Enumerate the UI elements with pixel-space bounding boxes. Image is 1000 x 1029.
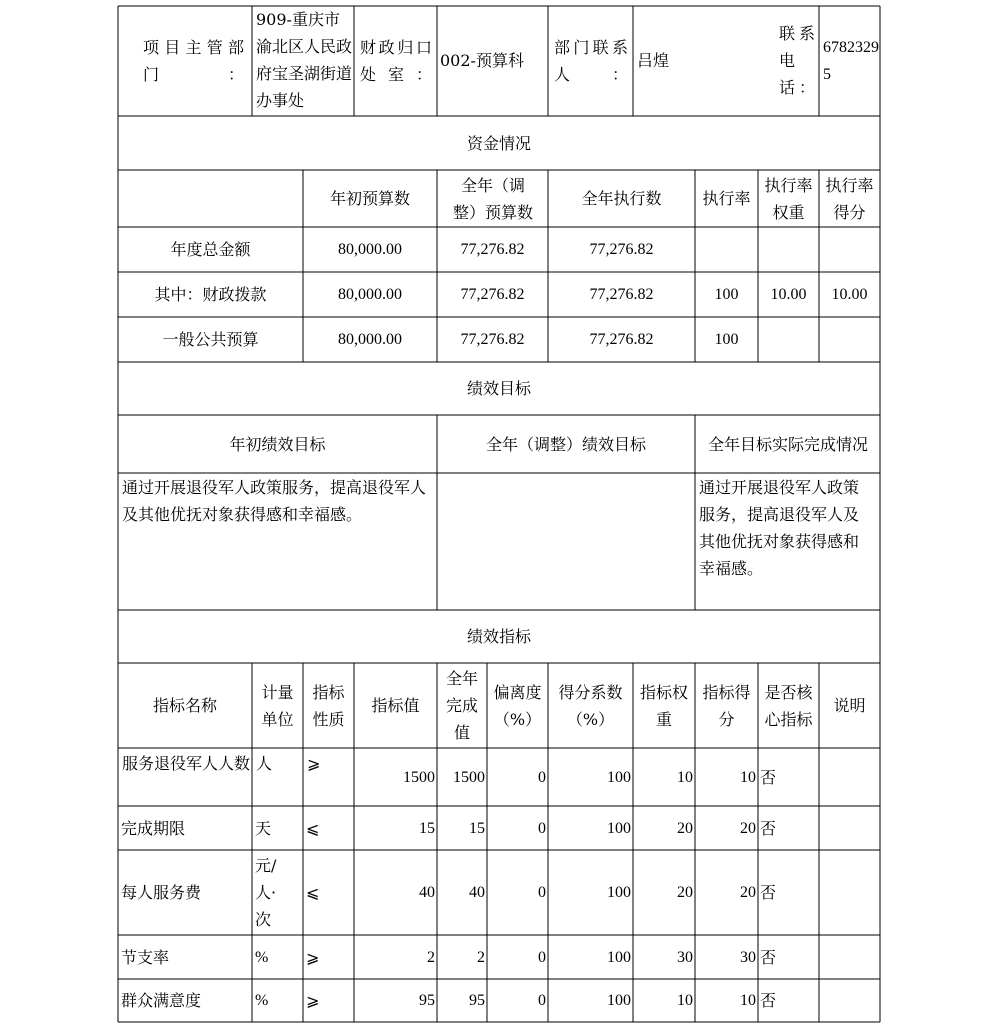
ind-row-name: 每人服务费 (121, 883, 202, 902)
funds-col-weight: 执行率权重 (764, 175, 813, 222)
funds-row-initial: 80,000.00 (338, 286, 402, 303)
funds-row-adjusted: 77,276.82 (460, 331, 525, 348)
contact-label: 部门联系人： (554, 38, 628, 84)
office-label: 财政归口处室： (360, 38, 432, 84)
contact-value: 吕煌 (637, 51, 670, 70)
ind-row-actual: 15 (469, 819, 485, 837)
funds-row-weight (758, 317, 819, 362)
ind-row-nature: ⩾ (306, 991, 320, 1010)
funds-row-rate: 100 (714, 331, 739, 348)
funds-row-executed: 77,276.82 (589, 331, 654, 348)
ind-row-score: 20 (740, 884, 756, 901)
funds-row-score: 10.00 (831, 286, 868, 303)
ind-row-weight: 30 (677, 948, 693, 966)
goals-col-initial: 年初绩效目标 (229, 434, 326, 454)
ind-row-note (819, 850, 880, 935)
ind-row-weight: 10 (677, 992, 693, 1009)
ind-row-deviation: 0 (538, 948, 546, 966)
ind-row-name: 节支率 (121, 947, 170, 967)
goals-actual-text: 通过开展退役军人政策服务，提高退役军人及其他优抚对象获得感和幸福感。 (699, 478, 860, 578)
ind-col-deviation: 偏离度（%） (493, 682, 542, 729)
ind-row-name: 完成期限 (121, 818, 186, 838)
funds-section-title: 资金情况 (466, 133, 531, 153)
ind-row-actual: 95 (469, 992, 485, 1009)
ind-col-unit: 计量单位 (261, 682, 294, 729)
ind-col-core: 是否核心指标 (764, 682, 813, 729)
ind-row-score: 20 (740, 819, 756, 837)
goals-col-adjusted: 全年（调整）绩效目标 (485, 434, 646, 454)
ind-row-nature: ⩾ (307, 754, 321, 773)
ind-row-coef: 100 (607, 992, 631, 1009)
ind-row-weight: 20 (677, 884, 693, 901)
funds-row-rate (695, 227, 758, 272)
funds-row-score (819, 227, 880, 272)
funds-row-rate: 100 (714, 286, 739, 303)
dept-value: 909-重庆市渝北区人民政府宝圣湖街道办事处 (256, 10, 353, 110)
ind-row-coef: 100 (607, 884, 631, 901)
ind-row-target: 40 (419, 884, 435, 901)
ind-row-target: 2 (427, 948, 435, 966)
indicators-section-title: 绩效指标 (466, 627, 531, 646)
funds-row-weight: 10.00 (770, 286, 807, 303)
ind-row-nature: ⩽ (306, 883, 320, 902)
ind-row-nature: ⩽ (306, 818, 320, 838)
ind-row-note (819, 979, 880, 1022)
ind-row-unit: 元/人·次 (255, 856, 277, 929)
ind-row-deviation: 0 (538, 768, 546, 786)
funds-row-label: 年度总金额 (170, 240, 251, 259)
ind-col-note: 说明 (833, 696, 866, 715)
ind-row-actual: 1500 (453, 768, 485, 786)
ind-row-unit: % (255, 948, 269, 966)
ind-col-actual: 全年完成值 (445, 669, 478, 742)
funds-row-label: 其中：财政拨款 (154, 285, 267, 304)
ind-row-score: 10 (740, 992, 756, 1009)
ind-row-unit: 天 (255, 818, 272, 838)
ind-row-note (819, 806, 880, 850)
ind-row-core: 否 (760, 883, 777, 902)
ind-row-deviation: 0 (538, 992, 546, 1009)
ind-row-name: 服务退役军人人数 (122, 754, 251, 773)
ind-row-coef: 100 (607, 768, 631, 786)
funds-col-score: 执行率得分 (825, 175, 874, 222)
ind-row-unit: 人 (256, 754, 273, 773)
phone-label: 联系电话： (779, 24, 815, 97)
funds-col-rate: 执行率 (702, 189, 751, 208)
funds-row-label: 一般公共预算 (162, 330, 259, 349)
ind-col-name: 指标名称 (152, 696, 217, 715)
ind-row-weight: 20 (677, 819, 693, 837)
funds-row-initial: 80,000.00 (338, 241, 402, 258)
ind-row-deviation: 0 (538, 819, 546, 837)
ind-row-core: 否 (760, 818, 777, 838)
funds-row-weight (758, 227, 819, 272)
dept-label: 项目主管部门： (143, 38, 244, 84)
funds-row-score (819, 317, 880, 362)
funds-col-initial: 年初预算数 (329, 189, 410, 208)
ind-row-coef: 100 (607, 819, 631, 837)
goals-initial-text: 通过开展退役军人政策服务，提高退役军人及其他优抚对象获得感和幸福感。 (122, 478, 427, 524)
funds-col-adjusted: 全年（调整）预算数 (452, 175, 533, 222)
funds-row-executed: 77,276.82 (589, 286, 654, 303)
ind-row-coef: 100 (607, 948, 631, 966)
ind-col-nature: 指标性质 (312, 682, 345, 729)
goals-section-title: 绩效目标 (466, 379, 531, 398)
ind-row-name: 群众满意度 (121, 991, 202, 1010)
ind-row-score: 10 (740, 768, 756, 786)
funds-row-initial: 80,000.00 (338, 331, 402, 348)
ind-row-actual: 2 (477, 948, 485, 966)
ind-row-actual: 40 (469, 884, 485, 901)
ind-col-score: 指标得分 (702, 682, 751, 729)
funds-row-adjusted: 77,276.82 (460, 286, 525, 303)
funds-row-executed: 77,276.82 (589, 241, 654, 258)
goals-col-actual: 全年目标实际完成情况 (707, 434, 868, 454)
ind-row-weight: 10 (677, 768, 693, 786)
ind-row-score: 30 (740, 948, 756, 966)
ind-row-nature: ⩾ (306, 947, 320, 967)
ind-row-target: 15 (419, 819, 435, 837)
ind-col-weight: 指标权重 (639, 682, 688, 729)
ind-row-unit: % (255, 992, 269, 1009)
ind-row-target: 95 (419, 992, 435, 1009)
ind-row-note (819, 935, 880, 979)
ind-row-core: 否 (760, 947, 777, 967)
ind-row-core: 否 (760, 767, 777, 787)
ind-row-target: 1500 (403, 768, 435, 786)
phone-value: 67823295 (823, 39, 879, 83)
ind-col-target: 指标值 (371, 696, 420, 715)
funds-row-adjusted: 77,276.82 (460, 241, 525, 258)
office-value: 002-预算科 (440, 51, 524, 70)
ind-col-coef: 得分系数（%） (558, 682, 623, 729)
ind-row-core: 否 (760, 991, 777, 1010)
funds-col-executed: 全年执行数 (581, 189, 662, 208)
ind-row-deviation: 0 (538, 884, 546, 901)
